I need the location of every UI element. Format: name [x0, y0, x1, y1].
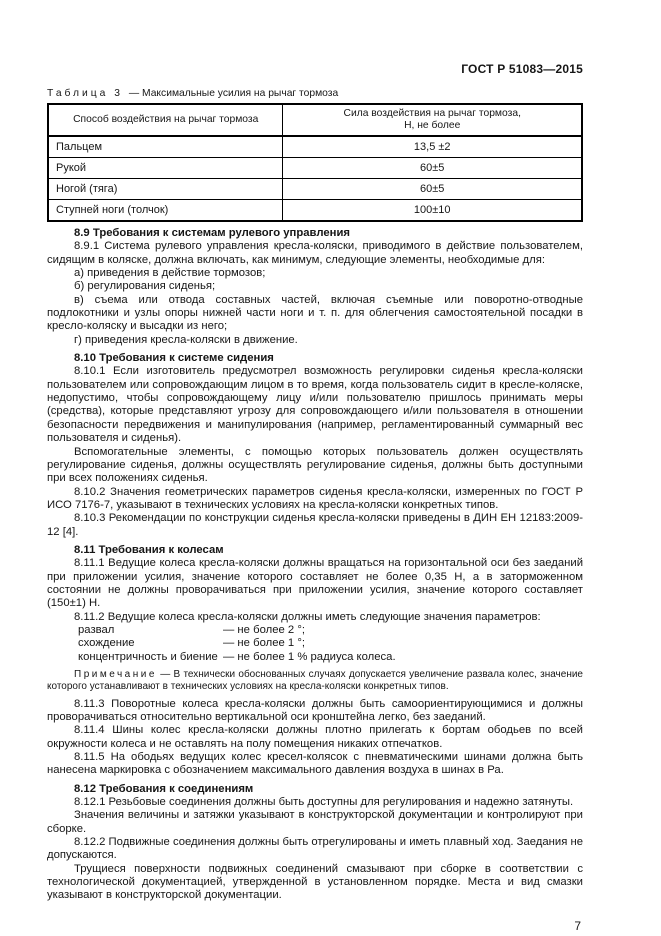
paragraph-8-11-1: 8.11.1 Ведущие колеса кресла-коляски должны вращаться на горизонтальной оси без заеданий при приложении усилия, значение которого составляет не более 0,35 Н, а в заторможенном состоянии не должны проворачиваться при приложении усилия, значение которого составляет (150±1) Н. — [47, 557, 583, 610]
note-text: — В технически обоснованных случаях допускается увеличение развала колес, значение которого устанавливают в технических условиях на кресла-коляски конкретных типов. — [47, 669, 583, 693]
page-number: 7 — [574, 918, 581, 933]
column-header-force-line2: Н, не более — [404, 120, 461, 131]
table-body — [48, 136, 582, 221]
paragraph-8-12-2: 8.12.2 Подвижные соединения должны быть отрегулированы и иметь плавный ход. Заедания не допускаются. — [47, 836, 583, 862]
paragraph-8-11-4: 8.11.4 Шины колес кресла-коляски должны плотно прилегать к бортам ободьев по всей окружности колеса и не оставлять на полу помещения никаких отпечатков. — [47, 724, 583, 750]
paragraph-8-12-2-continued: Трущиеся поверхности подвижных соединений смазывают при сборке в соответствии с технологической документацией, утвержденной в установленном порядке. Места и вид смазки указывают в конструкторской документации. — [47, 862, 583, 902]
table-row-foot-push — [48, 200, 582, 222]
column-header-force — [283, 104, 582, 136]
section-heading-8-9: 8.9 Требования к системам рулевого управления — [74, 227, 351, 239]
cell-force: 60±5 — [283, 158, 582, 179]
table-header-row — [48, 104, 582, 136]
cell-force: 100±10 — [283, 200, 582, 222]
param-name: схождение — [78, 637, 135, 650]
table-row-finger — [48, 136, 582, 158]
cell-method: Рукой — [48, 158, 283, 179]
page-content — [47, 62, 583, 933]
paragraph-8-10-1-continued: Вспомогательные элементы, с помощью которых пользователь должен осуществлять регулирование сиденья, должны осуществлять регулирование сиденья, должны быть доступными при всех положениях сиденья. — [47, 445, 583, 485]
note-label: Примечание — [74, 669, 157, 680]
wheel-param-row-toe — [47, 637, 583, 650]
wheel-param-row-concentricity — [47, 651, 583, 664]
standard-code-header: ГОСТ Р 51083—2015 — [461, 62, 583, 76]
cell-method: Ногой (тяга) — [48, 179, 283, 200]
section-heading-8-11: 8.11 Требования к колесам — [74, 543, 224, 556]
section-heading-8-12: 8.12 Требования к соединениям — [74, 782, 254, 795]
note-8-11-2 — [47, 669, 583, 694]
table-caption — [47, 88, 583, 100]
list-item-v: в) съема или отвода составных частей, включая съемные или поворотно-отводные подлокотники и узлы опоры нижней части ноги и т. п. для облегчения самостоятельной посадки в кресло-коляску и высадки из него; — [47, 293, 583, 333]
paragraph-8-11-2: 8.11.2 Ведущие колеса кресла-коляски должны иметь следующие значения параметров: — [74, 610, 541, 623]
cell-force: 60±5 — [283, 179, 582, 200]
param-value: — не более 2 °; — [223, 623, 305, 636]
cell-force: 13,5 ±2 — [283, 136, 582, 158]
table-caption-text: — Максимальные усилия на рычаг тормоза — [128, 88, 339, 99]
paragraph-8-10-1: 8.10.1 Если изготовитель предусмотрел возможность регулировки сиденья кресла-коляски пользователем или сопровождающим лицом в то время, когда пользователь сидит в кресле-коляске, недопустимо, чтобы сопровождающему лицу и/или пользователю пришлось принимать меры (средства), которые представляют угрозу для сопровождающего и/или пользователя в отношении безопасности передвижения и манипулирования (например, регламентированный суммарный вес пользователя и сиденья). — [47, 365, 583, 445]
list-item-a: а) приведения в действие тормозов; — [74, 267, 266, 280]
paragraph-8-10-2: 8.10.2 Значения геометрических параметров сиденья кресла-коляски, измеренных по ГОСТ Р ИСО 7176-7, указывают в технических условиях на кресла-коляски конкретных типов. — [47, 485, 583, 511]
param-name: концентричность и биение — [78, 650, 218, 663]
table-row-hand — [48, 158, 582, 179]
paragraph-8-12-1-continued: Значения величины и затяжки указывают в конструкторской документации и контролируют при сборке. — [47, 809, 583, 835]
list-item-b: б) регулирования сиденья; — [74, 280, 216, 293]
table-row-foot-pull — [48, 179, 582, 200]
column-header-method: Способ воздействия на рычаг тормоза — [48, 104, 283, 136]
brake-lever-force-table — [47, 103, 583, 222]
param-value: — не более 1 °; — [223, 637, 305, 650]
list-item-g: г) приведения кресла-коляски в движение. — [74, 333, 298, 346]
paragraph-8-10-3: 8.10.3 Рекомендации по конструкции сиденья кресла-коляски приведены в ДИН ЕН 12183:2009-12 [4]. — [47, 512, 583, 538]
cell-method: Ступней ноги (толчок) — [48, 200, 283, 222]
paragraph-8-11-3: 8.11.3 Поворотные колеса кресла-коляски должны быть самоориентирующимися и должны проворачиваться относительно вертикальной оси кронштейна легко, без заеданий. — [47, 697, 583, 723]
param-name: развал — [78, 623, 115, 636]
param-value: — не более 1 % радиуса колеса. — [223, 650, 396, 663]
table-header — [48, 104, 582, 136]
cell-method: Пальцем — [48, 136, 283, 158]
wheel-param-row-camber — [47, 624, 583, 637]
paragraph-8-9-1: 8.9.1 Система рулевого управления кресла-коляски, приводимого в действие пользователем, сидящим в коляске, должна включать, как минимум, следующие элементы, необходимые для: — [47, 240, 583, 266]
paragraph-8-12-1: 8.12.1 Резьбовые соединения должны быть доступны для регулирования и надежно затянуты. — [74, 796, 574, 808]
table-caption-label: Таблица 3 — [47, 88, 123, 99]
column-header-force-line1: Сила воздействия на рычаг тормоза, — [343, 108, 521, 119]
paragraph-8-11-5: 8.11.5 На ободьях ведущих колес кресел-колясок с пневматическими шинами должна быть нанесена маркировка с обозначением максимального давления воздуха в шинах в Ра. — [47, 750, 583, 777]
section-heading-8-10: 8.10 Требования к системе сидения — [74, 352, 274, 365]
